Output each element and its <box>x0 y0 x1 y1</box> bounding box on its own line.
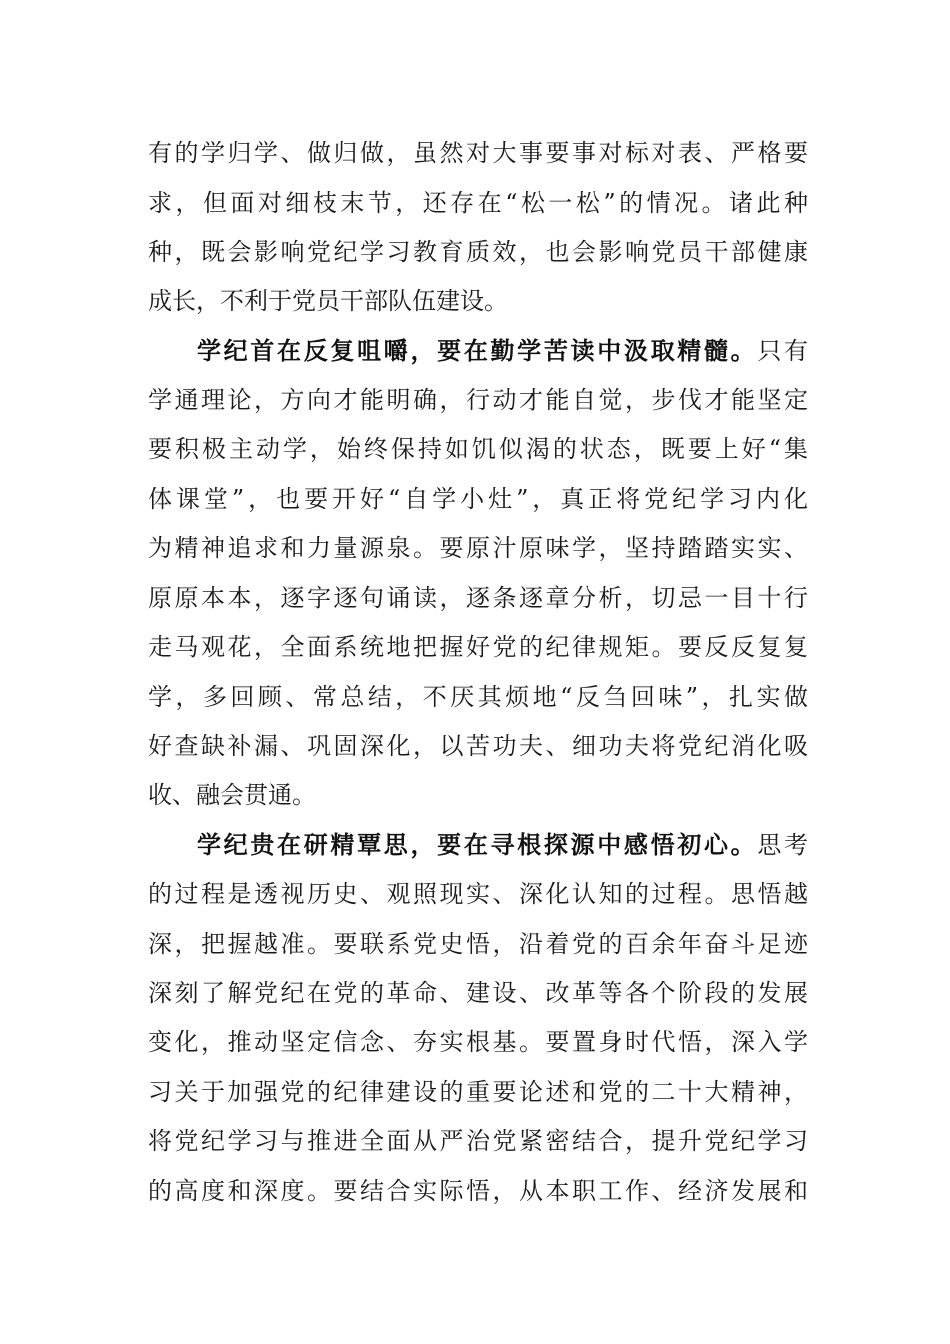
body-text: 思考 <box>757 831 808 859</box>
body-line: 要积极主动学，始终保持如饥似渴的状态，既要上好“集 <box>148 435 808 463</box>
paragraph-heading: 学纪首在反复咀嚼，要在勤学苦读中汲取精髓。 <box>197 337 758 365</box>
body-line: 学通理论，方向才能明确，行动才能自觉，步伐才能坚定 <box>148 386 808 414</box>
body-line: 习关于加强党的纪律建设的重要论述和党的二十大精神， <box>148 1078 808 1106</box>
body-line: 变化，推动坚定信念、夯实根基。要置身时代悟，深入学 <box>148 1028 808 1056</box>
body-line: 为精神追求和力量源泉。要原汁原味学，坚持踏踏实实、 <box>148 534 808 562</box>
body-line: 种，既会影响党纪学习教育质效，也会影响党员干部健康 <box>148 238 808 266</box>
body-line: 深刻了解党纪在党的革命、建设、改革等各个阶段的发展 <box>148 979 808 1007</box>
body-line: 学，多回顾、常总结，不厌其烦地“反刍回味”，扎实做 <box>148 683 808 711</box>
body-line: 收、融会贯通。 <box>148 781 316 809</box>
body-line: 走马观花，全面系统地把握好党的纪律规矩。要反反复复 <box>148 633 808 661</box>
body-line: 成长，不利于党员干部队伍建设。 <box>148 287 508 315</box>
body-line: 有的学归学、做归做，虽然对大事要事对标对表、严格要 <box>148 139 808 167</box>
body-text: 只有 <box>757 337 808 365</box>
paragraph-heading-line <box>197 326 808 376</box>
body-line: 求，但面对细枝末节，还存在“松一松”的情况。诸此种 <box>148 189 808 217</box>
body-line: 将党纪学习与推进全面从严治党紧密结合，提升党纪学习 <box>148 1127 808 1155</box>
paragraph-heading: 学纪贵在研精覃思，要在寻根探源中感悟初心。 <box>197 831 758 859</box>
body-line: 深，把握越准。要联系党史悟，沿着党的百余年奋斗足迹 <box>148 930 808 958</box>
body-line: 体课堂”，也要开好“自学小灶”，真正将党纪学习内化 <box>148 485 808 513</box>
body-line: 原原本本，逐字逐句诵读，逐条逐章分析，切忌一目十行 <box>148 584 808 612</box>
paragraph-heading-line <box>197 820 808 870</box>
body-line: 好查缺补漏、巩固深化，以苦功夫、细功夫将党纪消化吸 <box>148 732 808 760</box>
body-line: 的高度和深度。要结合实际悟，从本职工作、经济发展和 <box>148 1177 808 1205</box>
body-line: 的过程是透视历史、观照现实、深化认知的过程。思悟越 <box>148 880 808 908</box>
